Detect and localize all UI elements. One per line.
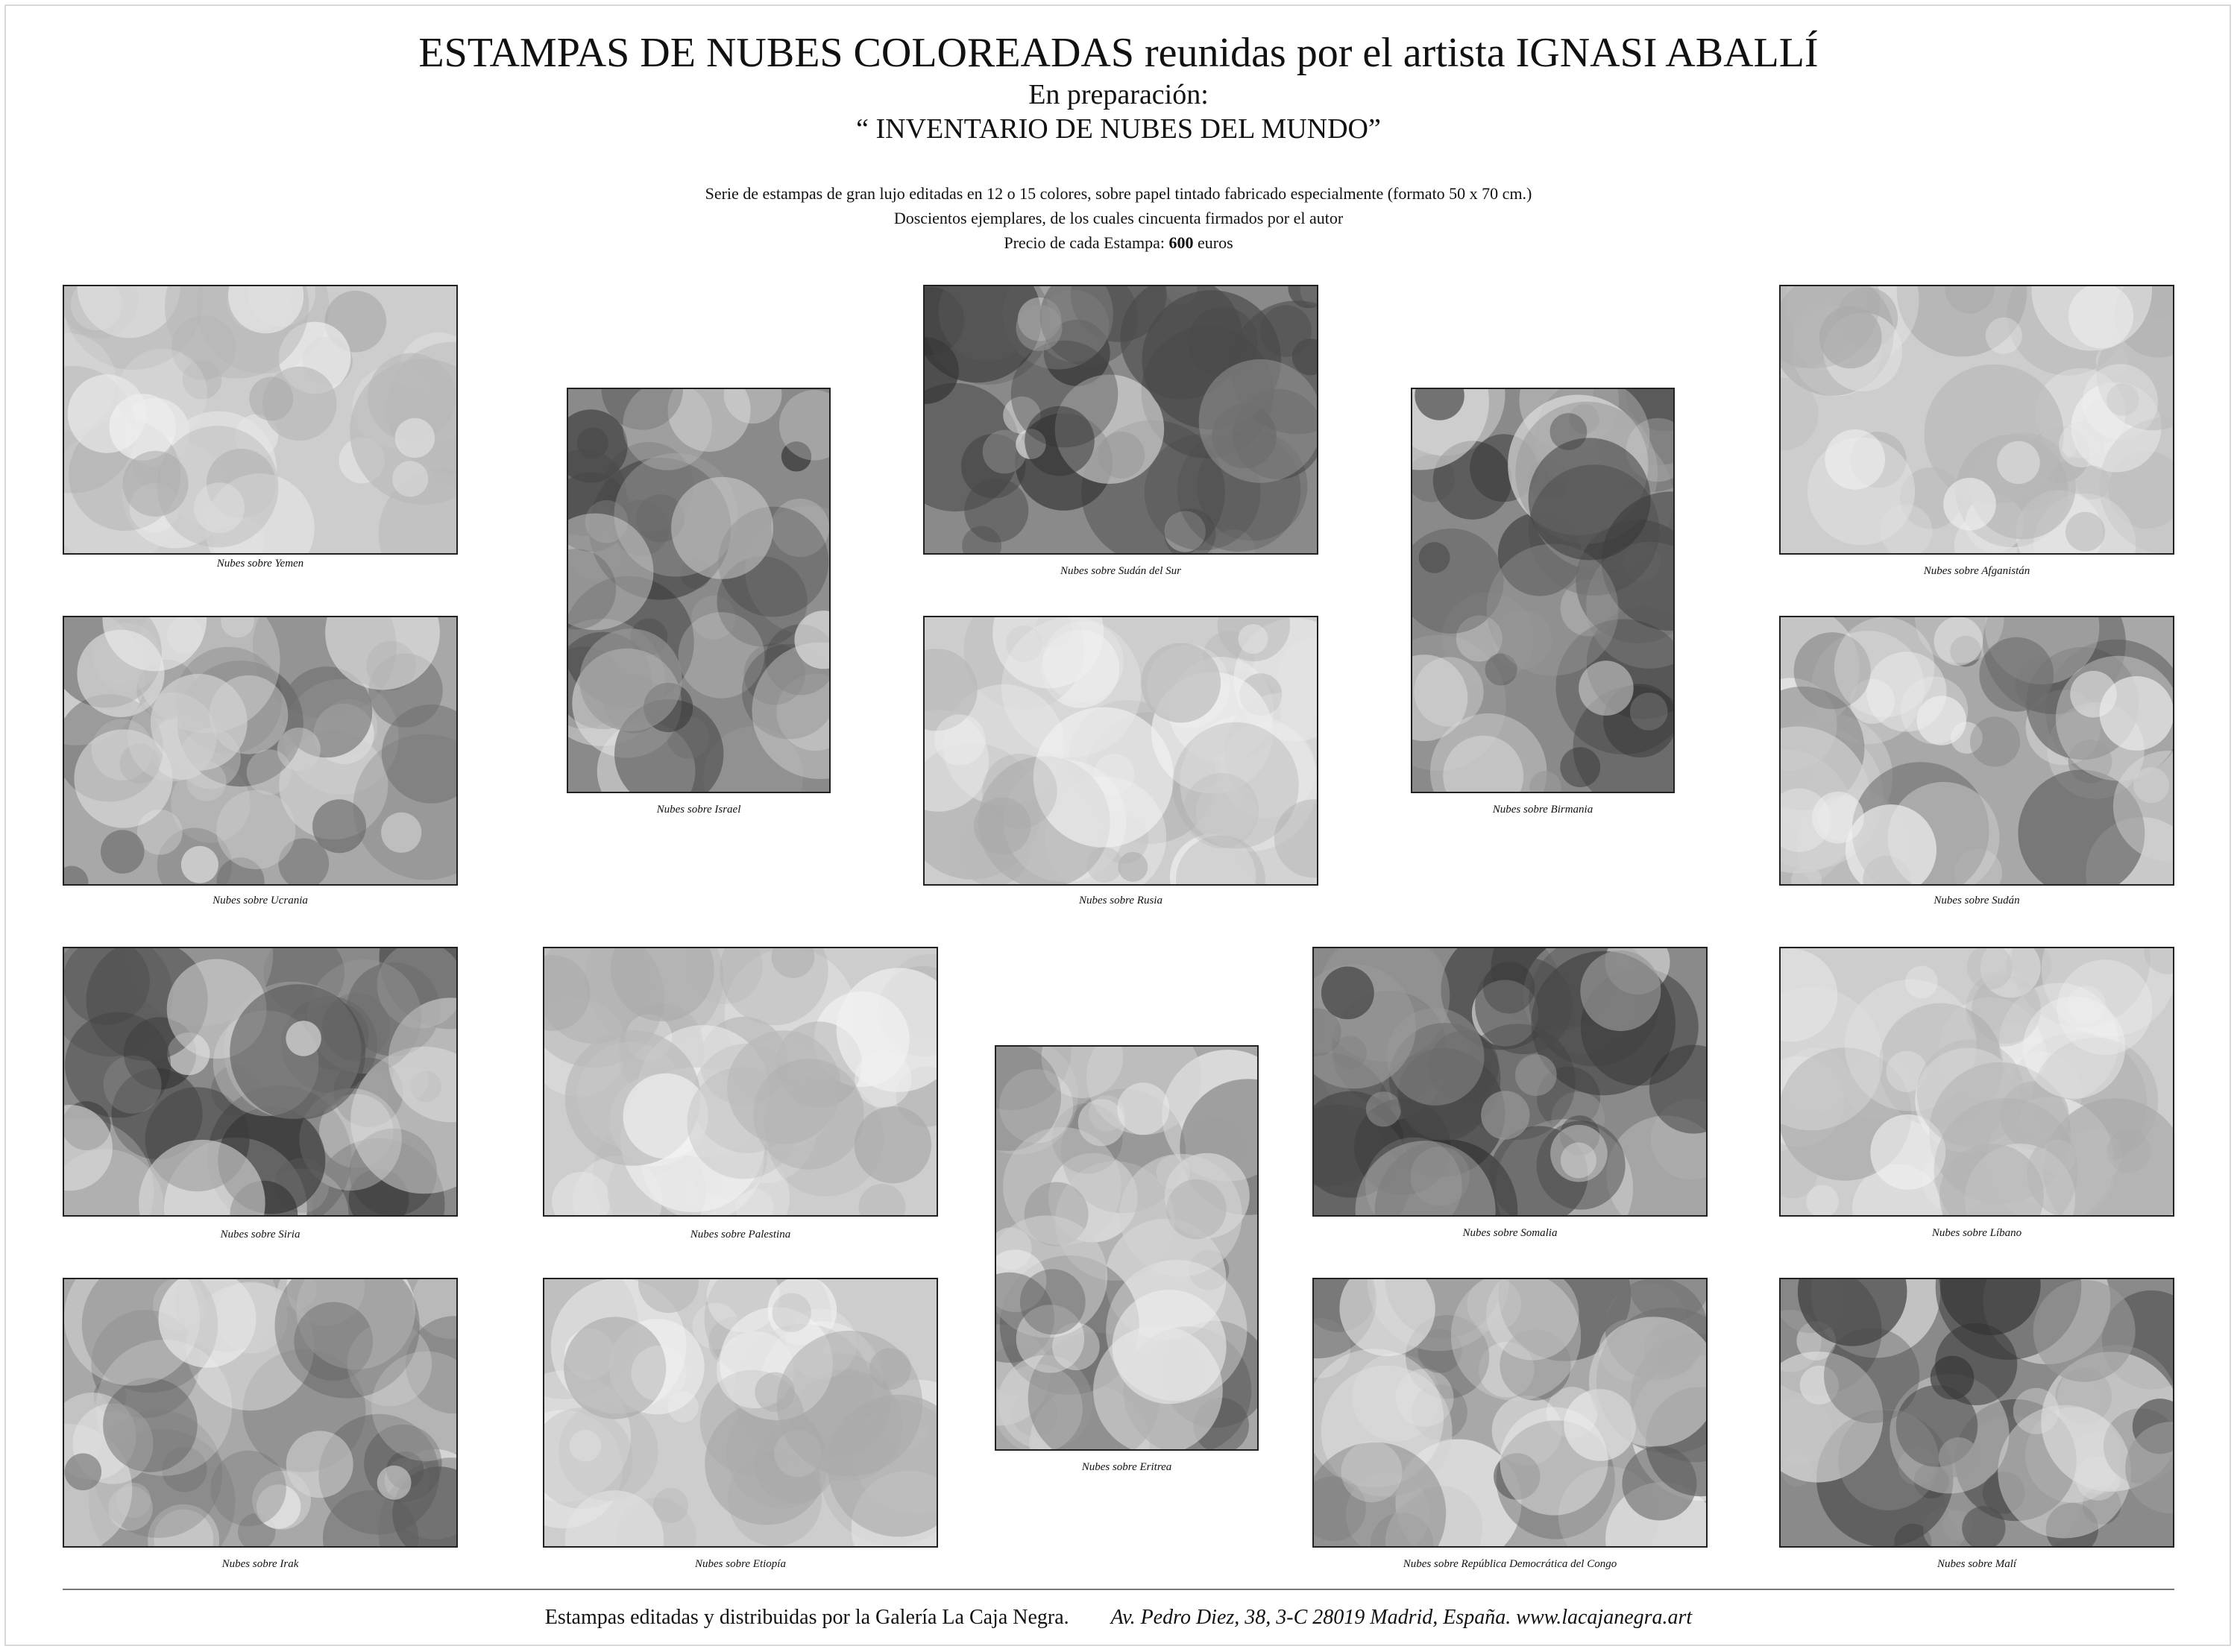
cloud-puff xyxy=(1630,693,1668,731)
cloud-puff xyxy=(1001,617,1142,757)
cloud-puff xyxy=(181,846,218,883)
cloud-texture xyxy=(64,1279,456,1546)
cloud-puff xyxy=(216,790,295,869)
cloud-image xyxy=(1312,1278,1708,1548)
cloud-image xyxy=(1411,388,1675,793)
edition-price xyxy=(0,231,2237,255)
cloud-image xyxy=(543,947,938,1217)
cloud-puff xyxy=(1487,544,1619,676)
cloud-puff xyxy=(2107,1129,2151,1173)
cloud-texture xyxy=(925,617,1317,884)
print-caption: Nubes sobre Yemen xyxy=(216,558,304,570)
cloud-puff xyxy=(1481,1091,1529,1139)
cloud-puff xyxy=(1141,643,1221,723)
cloud-puff xyxy=(1387,1008,1485,1106)
cloud-puff xyxy=(1117,1082,1169,1135)
cloud-puff xyxy=(1321,967,1374,1020)
cloud-puff xyxy=(1824,1328,1919,1423)
cloud-puff xyxy=(1986,318,2022,354)
cloud-puff xyxy=(1483,962,1535,1013)
cloud-puff xyxy=(1997,441,2040,485)
cloud-puff xyxy=(773,1293,811,1332)
cloud-image xyxy=(923,285,1318,555)
cloud-texture xyxy=(1412,389,1673,792)
cloud-texture xyxy=(64,617,456,884)
cloud-puff xyxy=(1414,657,1484,727)
footer-publisher: Estampas editadas y distribuidas por la Galería La Caja Negra. xyxy=(544,1606,1069,1629)
cloud-puff xyxy=(1925,365,2064,504)
cloud-puff xyxy=(2068,286,2133,348)
cloud-puff xyxy=(579,628,682,731)
price-suffix: euros xyxy=(1193,233,1233,252)
cloud-puff xyxy=(1118,852,1148,882)
cloud-puff xyxy=(118,349,207,438)
cloud-puff xyxy=(1341,1441,1403,1502)
cloud-puff xyxy=(392,461,428,496)
cloud-puff xyxy=(1199,359,1317,483)
print-caption: Nubes sobre Líbano xyxy=(1931,1227,2022,1239)
cloud-puff xyxy=(1239,624,1268,654)
cloud-puff xyxy=(2065,512,2105,552)
cloud-texture xyxy=(925,286,1317,553)
cloud-image xyxy=(63,947,458,1217)
cloud-puff xyxy=(777,1331,922,1476)
cloud-puff xyxy=(1419,542,1450,573)
cloud-puff xyxy=(1935,1323,2017,1405)
cloud-puff xyxy=(122,451,188,517)
cloud-puff xyxy=(249,376,293,420)
cloud-puff xyxy=(577,427,608,458)
cloud-puff xyxy=(855,1106,931,1183)
print-caption: Nubes sobre República Democrática del Congo xyxy=(1403,1558,1617,1570)
cloud-texture xyxy=(1314,948,1706,1215)
print-caption: Nubes sobre Eritrea xyxy=(1081,1461,1172,1473)
print-caption: Nubes sobre Palestina xyxy=(690,1229,791,1240)
cloud-puff xyxy=(1580,950,1661,1031)
cloud-puff xyxy=(934,714,985,765)
print-caption: Nubes sobre Afganistán xyxy=(1923,565,2030,577)
cloud-puff xyxy=(65,1454,102,1491)
cloud-puff xyxy=(210,1451,286,1526)
cloud-image xyxy=(1779,285,2174,555)
cloud-image xyxy=(1312,947,1708,1217)
subtitle-inventory: “ INVENTARIO DE NUBES DEL MUNDO” xyxy=(856,113,1381,145)
cloud-puff xyxy=(1943,478,1996,531)
cloud-puff xyxy=(2057,959,2153,1055)
cloud-puff xyxy=(1622,1446,1696,1521)
cloud-puff xyxy=(377,1466,412,1500)
cloud-image xyxy=(1779,1278,2174,1548)
cloud-puff xyxy=(1979,637,2054,712)
cloud-puff xyxy=(1579,661,1634,716)
footer-address: Av. Pedro Diez, 38, 3-C 28019 Madrid, España. www.lacajanegra.art xyxy=(1110,1606,1693,1629)
cloud-puff xyxy=(1838,1410,1939,1510)
cloud-puff xyxy=(1515,1054,1557,1096)
cloud-texture xyxy=(1781,617,2173,884)
cloud-puff xyxy=(395,418,435,458)
cloud-texture xyxy=(1314,1279,1706,1546)
print-caption: Nubes sobre Ucrania xyxy=(213,895,308,907)
print-caption: Nubes sobre Birmania xyxy=(1492,804,1593,816)
cloud-texture xyxy=(544,1279,937,1546)
cloud-texture xyxy=(568,389,829,792)
footer xyxy=(0,1604,2237,1631)
cloud-puff xyxy=(688,1067,800,1179)
edition-copies: Doscientos ejemplares, de los cuales cincuenta firmados por el autor xyxy=(893,209,1344,227)
cloud-image xyxy=(63,1278,458,1548)
cloud-puff xyxy=(671,477,773,579)
cloud-puff xyxy=(128,693,216,781)
cloud-puff xyxy=(1529,438,1651,560)
cloud-puff xyxy=(1970,716,2020,766)
print-caption: Nubes sobre Sudán del Sur xyxy=(1060,565,1181,577)
cloud-puff xyxy=(964,479,1028,543)
cloud-puff xyxy=(286,1021,321,1056)
cloud-puff xyxy=(974,798,1031,855)
cloud-puff xyxy=(2033,1280,2136,1382)
cloud-image xyxy=(543,1278,938,1548)
cloud-puff xyxy=(1561,1143,1596,1179)
cloud-puff xyxy=(1055,1161,1175,1281)
page-title: ESTAMPAS DE NUBES COLOREADAS reunidas por el artista IGNASI ABALLÍ xyxy=(418,30,1819,76)
cloud-image xyxy=(1779,616,2174,886)
print-caption: Nubes sobre Irak xyxy=(221,1558,299,1570)
cloud-puff xyxy=(1020,1269,1086,1334)
cloud-puff xyxy=(1819,306,1882,369)
cloud-puff xyxy=(1939,1437,1979,1478)
print-caption: Nubes sobre Somalia xyxy=(1462,1227,1558,1239)
cloud-puff xyxy=(653,1488,688,1523)
cloud-puff xyxy=(1086,847,1122,883)
cloud-puff xyxy=(277,728,321,771)
print-caption: Nubes sobre Etiopía xyxy=(695,1558,786,1570)
cloud-puff xyxy=(1916,696,1966,745)
edition-description: Serie de estampas de gran lujo editadas en 12 o 15 colores, sobre papel tintado fabricado especialmente (formato 50 x 70 cm.) xyxy=(705,184,1532,203)
cloud-texture xyxy=(64,286,456,553)
subtitle-preparation: En preparación: xyxy=(1028,79,1209,110)
price-prefix: Precio de cada Estampa: xyxy=(1004,233,1169,252)
print-caption: Nubes sobre Sudán xyxy=(1934,895,2020,907)
cloud-texture xyxy=(544,948,937,1215)
price-value: 600 xyxy=(1168,233,1194,252)
cloud-texture xyxy=(1781,948,2173,1215)
cloud-puff xyxy=(103,1378,198,1472)
cloud-texture xyxy=(1781,1279,2173,1546)
cloud-image xyxy=(995,1045,1259,1451)
print-caption: Nubes sobre Malí xyxy=(1936,1558,2017,1570)
cloud-puff xyxy=(1825,429,1885,490)
cloud-puff xyxy=(1025,406,1095,476)
cloud-puff xyxy=(855,1051,911,1108)
cloud-puff xyxy=(101,830,145,874)
cloud-texture xyxy=(1781,286,2173,553)
cloud-image xyxy=(1779,947,2174,1217)
footer-divider xyxy=(63,1589,2174,1590)
cloud-image xyxy=(567,388,831,793)
cloud-puff xyxy=(1834,617,1935,717)
cloud-puff xyxy=(632,1346,687,1401)
cloud-image xyxy=(63,616,458,886)
cloud-texture xyxy=(996,1047,1257,1449)
cloud-puff xyxy=(1998,1405,2131,1539)
cloud-puff xyxy=(1184,773,1259,848)
cloud-image xyxy=(63,285,458,555)
cloud-puff xyxy=(1016,305,1063,351)
cloud-puff xyxy=(194,482,245,533)
cloud-puff xyxy=(1934,617,1983,666)
cloud-image xyxy=(923,616,1318,886)
cloud-puff xyxy=(1106,1260,1247,1401)
cloud-texture xyxy=(64,948,456,1215)
cloud-puff xyxy=(1366,1091,1401,1126)
print-caption: Nubes sobre Rusia xyxy=(1079,895,1162,907)
print-caption: Nubes sobre Siria xyxy=(220,1229,301,1240)
print-caption: Nubes sobre Israel xyxy=(656,804,741,816)
